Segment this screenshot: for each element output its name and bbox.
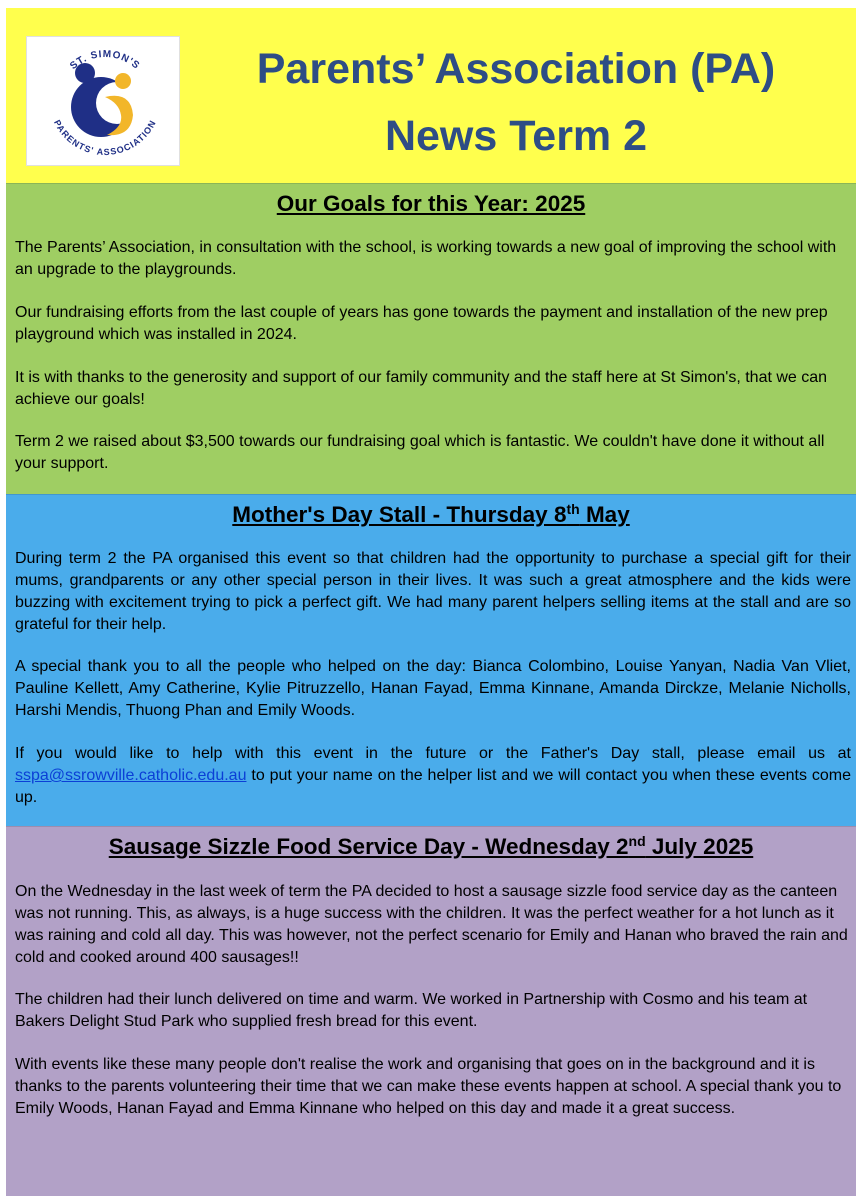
mothers-day-section (6, 494, 856, 826)
mothers-day-heading: Mother's Day Stall - Thursday 8th May (232, 501, 630, 527)
sausage-sizzle-section (6, 826, 856, 1196)
header-band (6, 8, 856, 183)
section-divider (6, 494, 856, 495)
newsletter-title-line1: Parents’ Association (PA) (256, 45, 776, 93)
goals-paragraph: Term 2 we raised about $3,500 towards our fundraising goal which is fantastic. We couldn't have done it without all your support. (15, 433, 825, 472)
goals-section (6, 183, 856, 494)
sausage-sizzle-paragraph: The children had their lunch delivered on time and warm. We worked in Partnership with Cosmo and his team at Bakers Delight Stud Park who supplied fresh bread for this event. (15, 991, 808, 1030)
logo-top-text: ST. SIMON'S (68, 48, 142, 72)
logo-bottom-text: PARENTS' ASSOCIATION (52, 118, 159, 158)
sausage-sizzle-paragraph: On the Wednesday in the last week of term the PA decided to host a sausage sizzle food service day as the canteen was not running. This, as always, is a huge success with the children. It was the perfect weather for a hot lunch as it was raining and cold all day. This was however, not the perfect scenario for Emily and Hanan who braved the rain and cold and cooked around 400 sausages!! (15, 883, 848, 966)
goals-heading: Our Goals for this Year: 2025 (276, 191, 586, 216)
svg-text:ST. SIMON'S (68, 49, 142, 72)
goals-paragraph: Our fundraising efforts from the last couple of years has gone towards the payment and installation of the new prep playground which was installed in 2024. (15, 304, 828, 343)
mothers-day-paragraph: During term 2 the PA organised this event so that children had the opportunity to purchase a special gift for their mums, grandparents or any other special person in their lives. It was such a great atmosphere and the kids were buzzing with excitement trying to pick a perfect gift. We had many parent helpers selling items at the stall and are so grateful for their help. (15, 550, 851, 633)
logo-graphic (27, 37, 179, 165)
mothers-day-helpers-paragraph: A special thank you to all the people who helped on the day: Bianca Colombino, Louise Yanyan, Nadia Van Vliet, Pauline Kellett, Amy Catherine, Kylie Pitruzzello, Hanan Fayad, Emma Kinnane, Amanda Dirckze, Melanie Nicholls, Harshi Mendis, Thuong Phan and Emily Woods. (15, 658, 851, 719)
email-link[interactable]: sspa@ssrowville.catholic.edu.au (15, 767, 247, 784)
mothers-day-contact-paragraph: If you would like to help with this event in the future or the Father's Day stall, please email us at sspa@ssrowville.catholic.edu.au to put your name on the helper list and we will contact you when these events come up. (15, 745, 851, 806)
st-simons-pa-logo (26, 36, 180, 166)
section-divider (6, 826, 856, 827)
goals-paragraph: The Parents’ Association, in consultation with the school, is working towards a new goal of improving the school with an upgrade to the playgrounds. (15, 239, 837, 278)
goals-paragraph: It is with thanks to the generosity and support of our family community and the staff here at St Simon's, that we can achieve our goals! (15, 369, 828, 408)
sausage-sizzle-paragraph: With events like these many people don't realise the work and organising that goes on in the background and it is thanks to the parents volunteering their time that we can make these events happen at school. A special thank you to Emily Woods, Hanan Fayad and Emma Kinnane who helped on this day and made it a great success. (15, 1056, 842, 1117)
newsletter-title-line2: News Term 2 (384, 112, 648, 160)
sausage-sizzle-heading: Sausage Sizzle Food Service Day - Wednesday 2nd July 2025 (108, 833, 754, 859)
newsletter-page (6, 8, 856, 1196)
section-divider (6, 183, 856, 184)
gold-head-icon (115, 73, 131, 89)
